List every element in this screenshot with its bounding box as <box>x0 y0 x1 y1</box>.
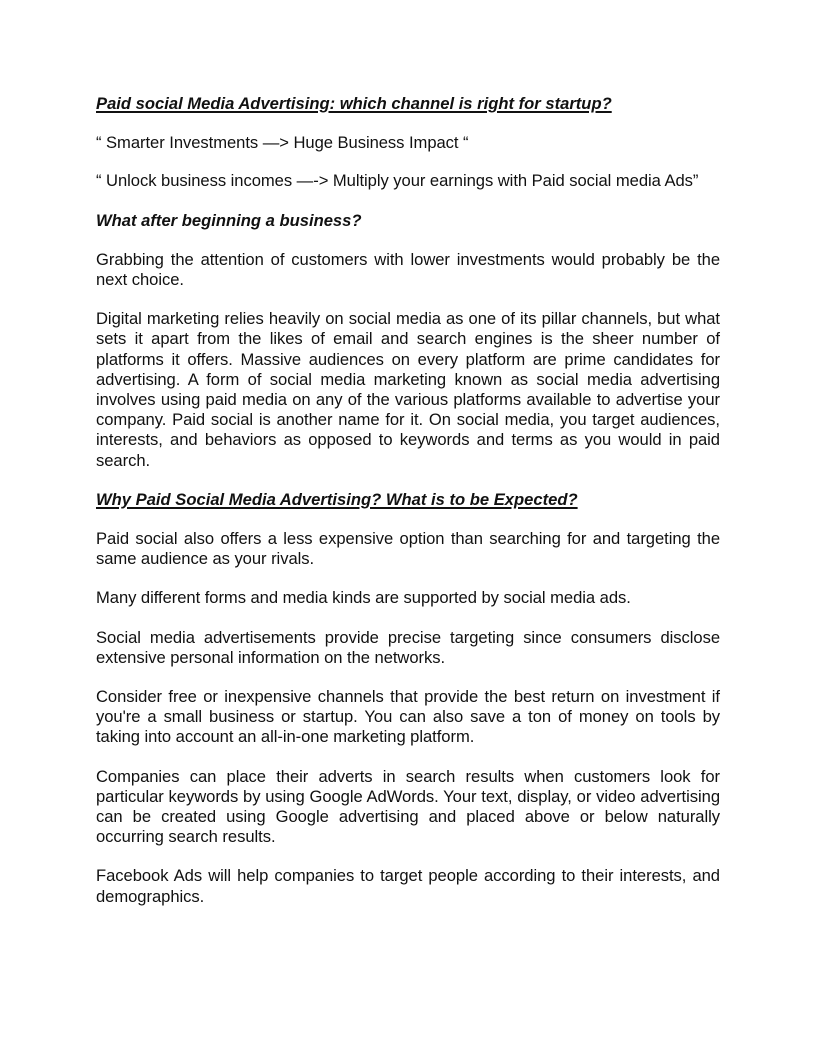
paragraph-google-adwords: Companies can place their adverts in search results when customers look for particular keywords by using Google AdWords. Your text, display, or video advertising can be created using Google advertising and placed above or below naturally occurring search results. <box>96 766 720 847</box>
paragraph-grabbing-attention: Grabbing the attention of customers with lower investments would probably be the next choice. <box>96 249 720 290</box>
paragraph-free-channels: Consider free or inexpensive channels that provide the best return on investment if you're a small business or startup. You can also save a ton of money on tools by taking into account an all-in-one marketing platform. <box>96 687 720 747</box>
section-heading-why-paid-social: Why Paid Social Media Advertising? What is to be Expected? <box>96 489 578 509</box>
paragraph-digital-marketing: Digital marketing relies heavily on social media as one of its pillar channels, but what sets it apart from the likes of email and search engines is the sheer number of platforms it offers. Massive audiences on every platform are prime candidates for advertising. A form of social media marketing known as social media advertising involves using paid media on any of the various platforms available to advertise your company. Paid social is another name for it. On social media, you target audiences, interests, and behaviors as opposed to keywords and terms as you would in paid search. <box>96 309 720 470</box>
paragraph-less-expensive-option: Paid social also offers a less expensive option than searching for and targeting the same audience as your rivals. <box>96 529 720 569</box>
document-title: Paid social Media Advertising: which channel is right for startup? <box>96 94 612 113</box>
paragraph-facebook-ads: Facebook Ads will help companies to target people according to their interests, and demographics. <box>96 866 720 906</box>
tagline-smarter-investments: “ Smarter Investments —> Huge Business Impact “ <box>96 133 469 153</box>
section-heading-what-after-beginning: What after beginning a business? <box>96 210 362 230</box>
paragraph-media-kinds: Many different forms and media kinds are supported by social media ads. <box>96 588 631 608</box>
tagline-unlock-business-incomes: “ Unlock business incomes —-> Multiply your earnings with Paid social media Ads” <box>96 171 699 191</box>
document-page <box>96 94 720 926</box>
paragraph-precise-targeting: Social media advertisements provide precise targeting since consumers disclose extensive personal information on the networks. <box>96 627 720 667</box>
